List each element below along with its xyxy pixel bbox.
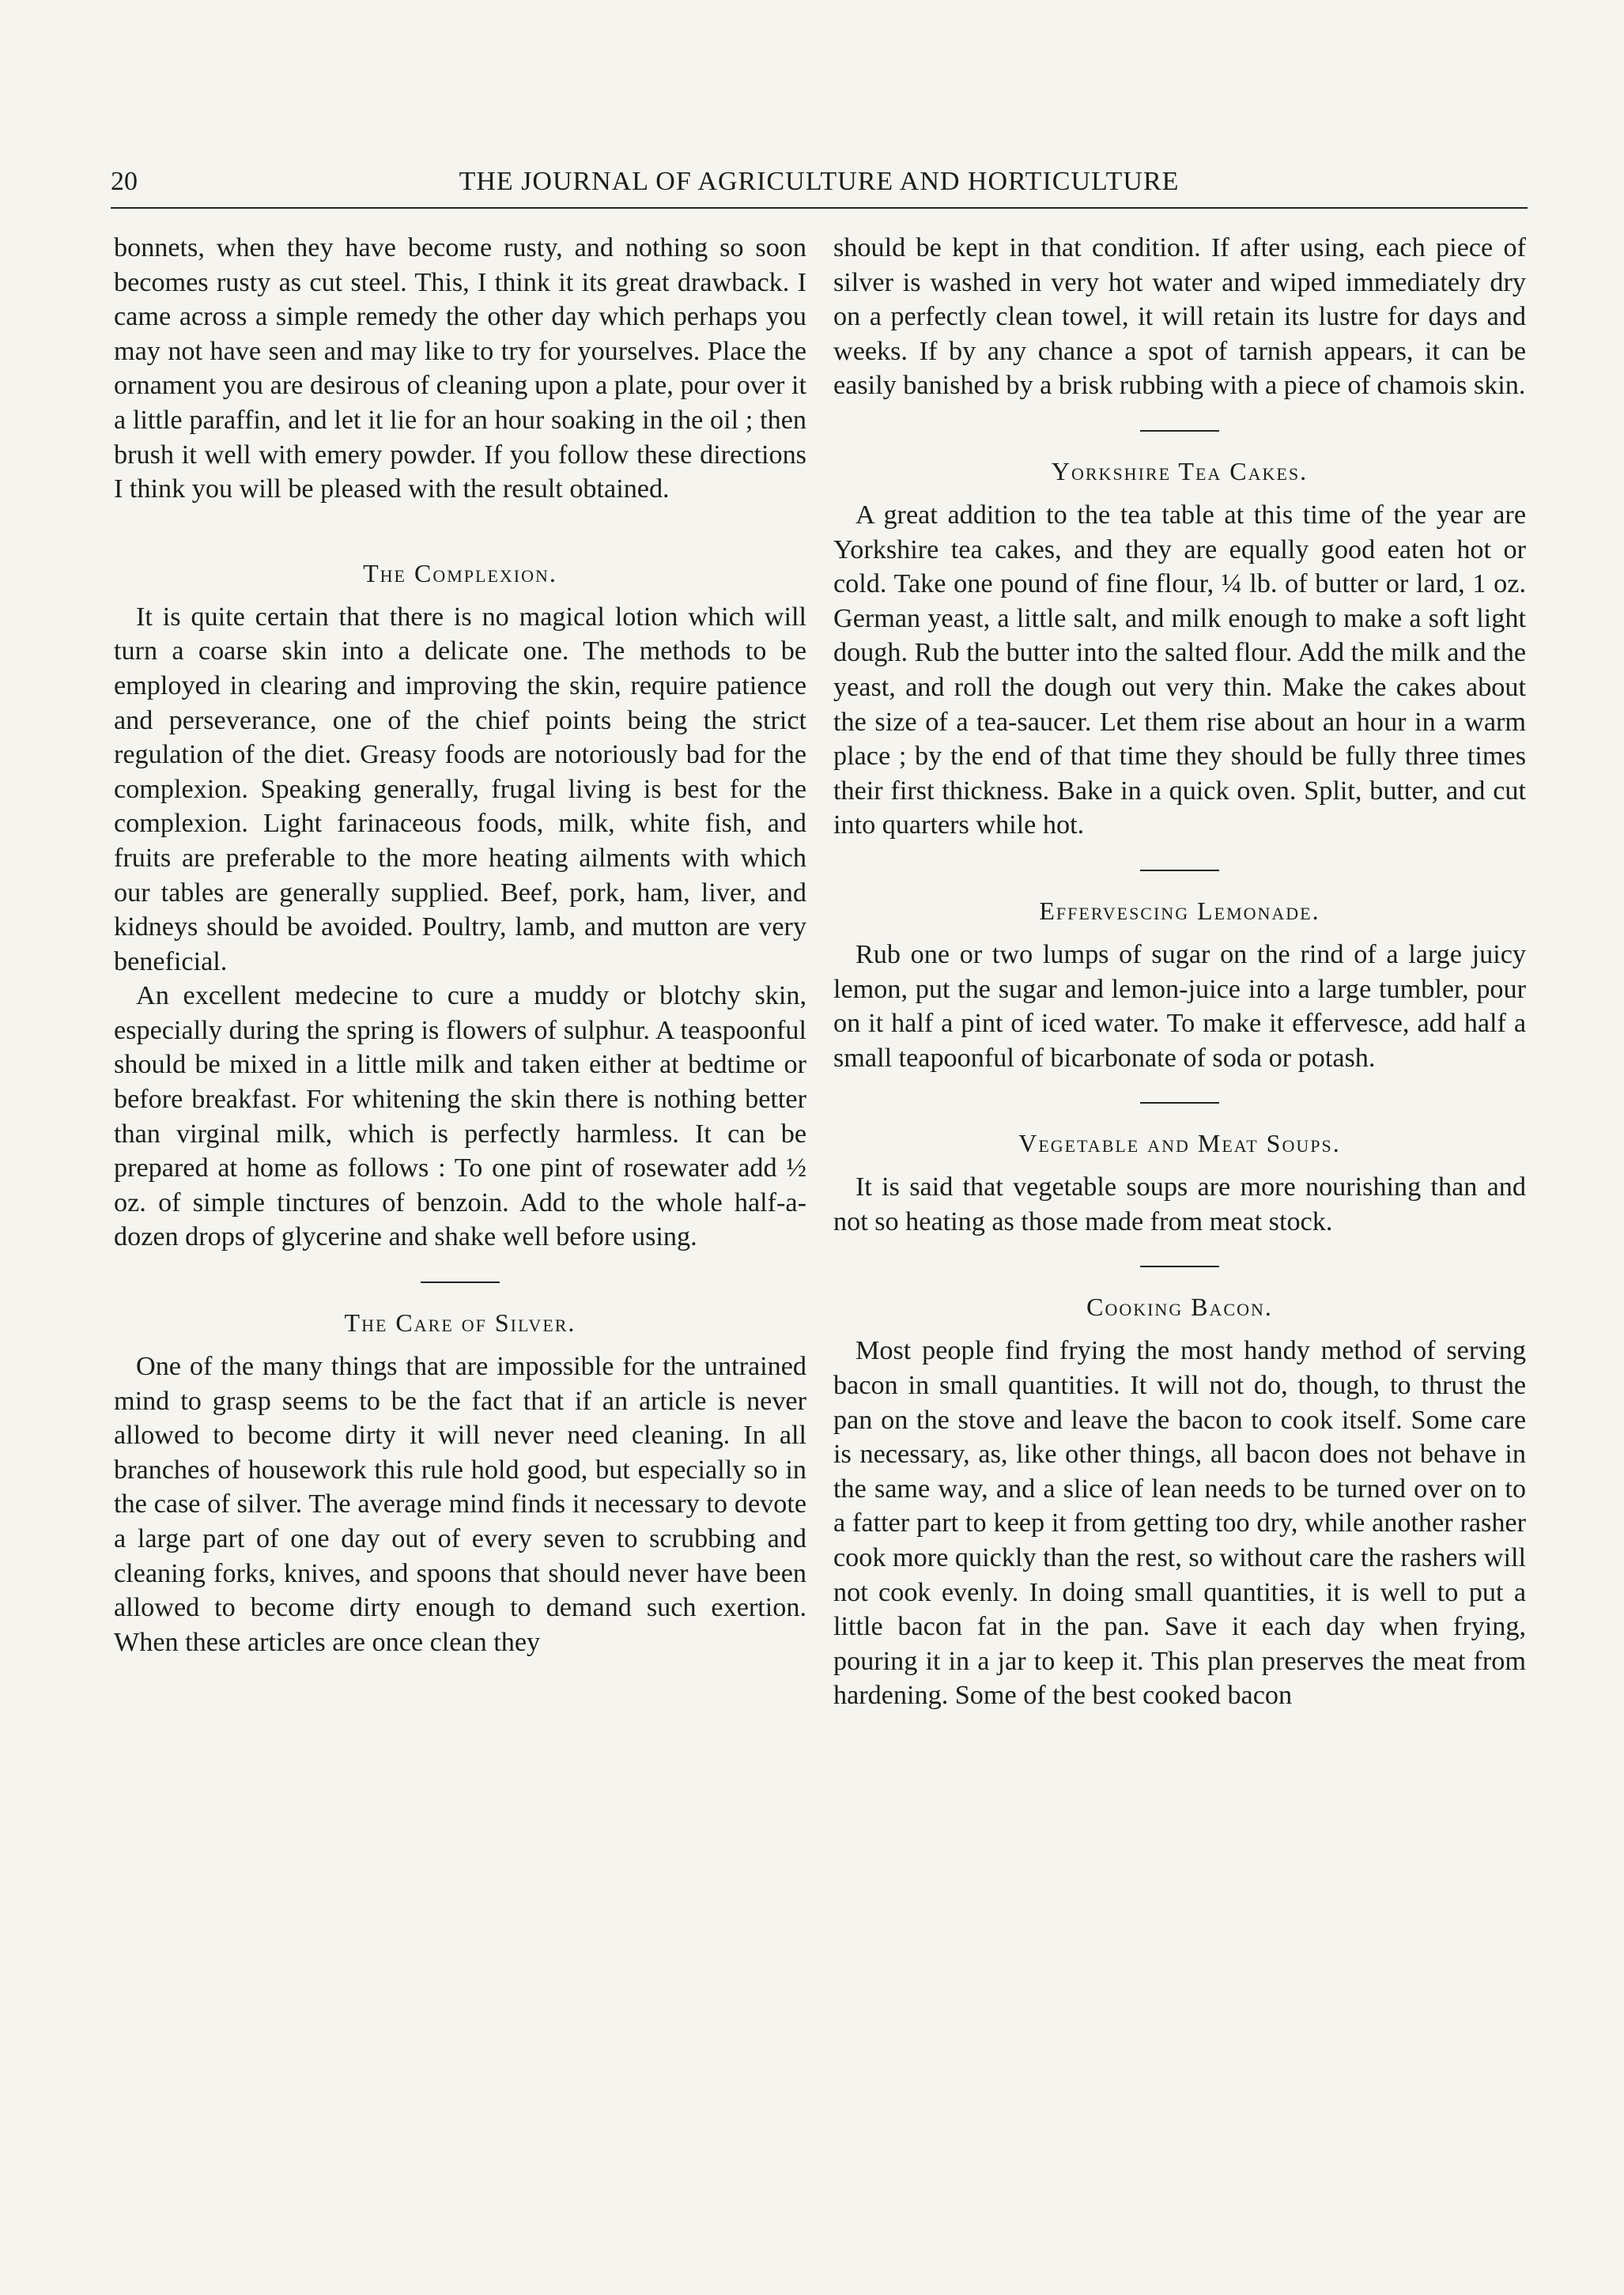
complexion-paragraph-1: It is quite certain that there is no magical lotion which will turn a coarse skin into a delicate one. The methods to be employed in clearing and improving the skin, require patience and perseverance, one of the chief points being the strict regulation of the diet. Greasy foods are notoriously bad for the complexion. Speaking generally, frugal living is best for the complexion. Light farinaceous foods, milk, white fish, and fruits are preferable to the more heating ailments with which our tables are generally supplied. Beef, pork, ham, liver, and kidneys should be avoided. Poultry, lamb, and mutton are very beneficial.: [114, 602, 806, 976]
right-column: [833, 231, 1526, 1713]
section-title-complexion: The Complexion.: [363, 558, 557, 587]
tea-cakes-paragraph: A great addition to the tea table at this time of the year are Yorkshire tea cakes, and they are equally good eaten hot or cold. Take one pound of fine flour, ¼ lb. of butter or lard, 1 oz. German yeast, a little salt, and milk enough to make a soft light dough. Rub the butter into the salted flour. Add the milk and the yeast, and roll the dough out very thin. Make the cakes about the size of a tea-saucer. Let them rise about an hour in a warm place ; by the end of that time they should be fully three times their first thickness. Bake in a quick oven. Split, butter, and cut into quarters while hot.: [833, 500, 1526, 840]
silver-paragraph: One of the many things that are impossible for the untrained mind to grasp seems to be the fact that if an article is never allowed to become dirty it will never need cleaning. In all branches of housework this rule hold good, but especially so in the case of silver. The average mind finds it necessary to devote a large part of one day out of every seven to scrubbing and cleaning forks, knives, and spoons that should never have been allowed to become dirty enough to demand such exertion. When these articles are once clean they: [114, 1352, 806, 1657]
section-divider: [1140, 1266, 1219, 1267]
complexion-paragraph-2: An excellent medecine to cure a muddy or blotchy skin, especially during the spring is flowers of sulphur. A teaspoonful should be mixed in a little milk and taken either at bedtime or before breakfast. For whitening the skin there is nothing better than virginal milk, which is perfectly harmless. It can be prepared at home as follows : To one pint of rosewater add ½ oz. of simple tinctures of benzoin. Add to the whole half-a-dozen drops of glycerine and shake well before using.: [114, 981, 806, 1252]
page-number: 20: [111, 167, 138, 196]
soups-paragraph: It is said that vegetable soups are more nourishing than and not so heating as those made from meat stock.: [833, 1172, 1526, 1236]
section-title-bacon: Cooking Bacon.: [1086, 1293, 1273, 1322]
section-divider: [1140, 430, 1219, 432]
section-divider: [1140, 1102, 1219, 1104]
section-title-lemonade: Effervescing Lemonade.: [1039, 896, 1320, 925]
running-title: THE JOURNAL OF AGRICULTURE AND HORTICULTURE: [459, 167, 1180, 196]
left-column: [114, 231, 806, 1659]
lemonade-paragraph: Rub one or two lumps of sugar on the rind of a large juicy lemon, put the sugar and lemon-juice into a large tumbler, pour on it half a pint of iced water. To make it effervesce, add half a small teapoonful of bicarbonate of soda or potash.: [833, 939, 1526, 1073]
page-header: [111, 164, 1528, 199]
section-divider: [421, 1282, 500, 1283]
intro-paragraph: bonnets, when they have become rusty, and nothing so soon becomes rusty as cut steel. This, I think it its great drawback. I came across a simple remedy the other day which perhaps you may not have seen and may like to try for yourselves. Place the ornament you are desirous of cleaning upon a plate, pour over it a little paraffin, and let it lie for an hour soaking in the oil ; then brush it well with emery powder. If you follow these directions I think you will be pleased with the result obtained.: [114, 233, 806, 504]
bacon-paragraph: Most people find frying the most handy method of serving bacon in small quantities. It will not do, though, to thrust the pan on the stove and leave the bacon to cook itself. Some care is necessary, as, like other things, all bacon does not behave in the same way, and a slice of lean needs to be turned over on to a fatter part to keep it from getting too dry, while another rasher cook more quickly than the rest, so without care the rashers will not cook evenly. In doing small quantities, it is well to put a little bacon fat in the pan. Save it each day when frying, pouring it in a jar to keep it. This plan preserves the meat from hardening. Some of the best cooked bacon: [833, 1336, 1526, 1711]
section-title-soups: Vegetable and Meat Soups.: [1018, 1129, 1341, 1158]
header-rule: [111, 207, 1528, 209]
silver-paragraph-continued: should be kept in that condition. If after using, each piece of silver is washed in very hot water and wiped immediately dry on a perfectly clean towel, it will retain its lustre for days and weeks. If by any chance a spot of tarnish appears, it can be easily banished by a brisk rubbing with a piece of chamois skin.: [833, 233, 1526, 401]
section-title-silver: The Care of Silver.: [344, 1308, 576, 1338]
section-title-tea-cakes: Yorkshire Tea Cakes.: [1051, 456, 1309, 485]
section-divider: [1140, 870, 1219, 871]
